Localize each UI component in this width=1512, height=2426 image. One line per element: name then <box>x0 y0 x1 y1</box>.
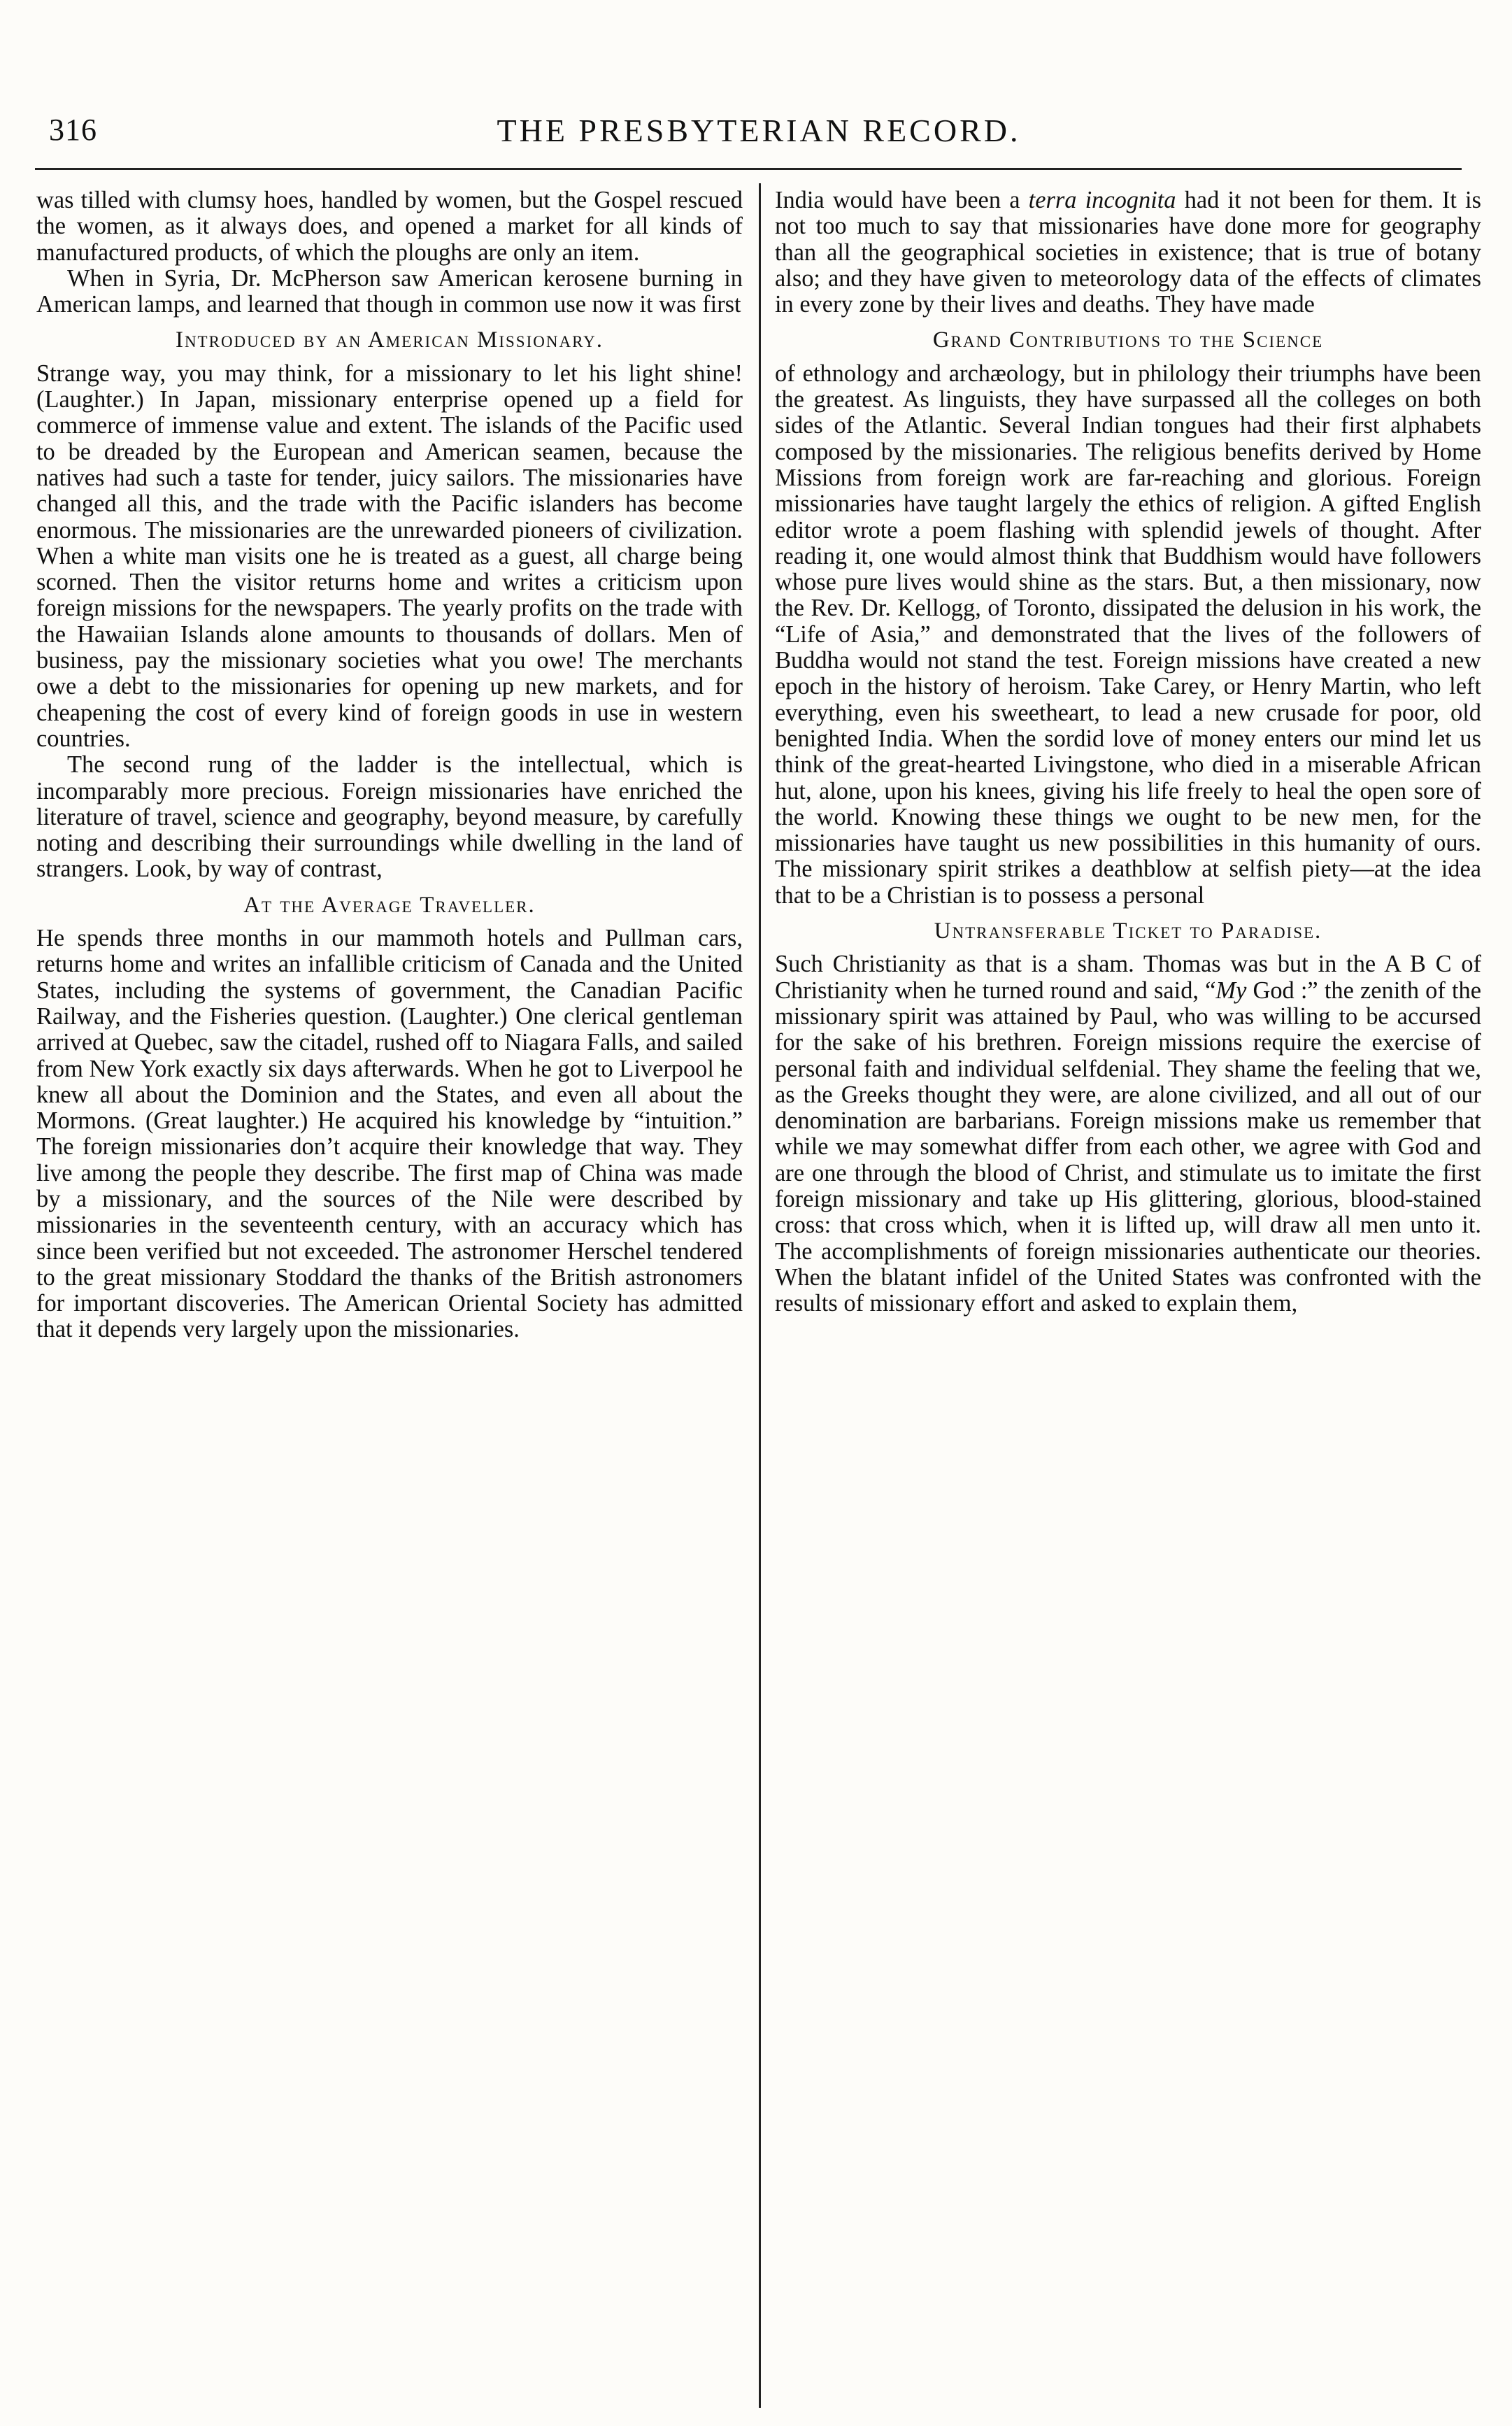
text-run: had it not been for them. It is not too much to say that missionaries have done more for geography than all the geographical societies in existence; that is true of botany also; and they have given to meteorology data of the effects of climates in every zone by their lives and deaths. They have made <box>775 187 1481 318</box>
section-subheading: At the Average Traveller. <box>243 892 536 918</box>
section-subheading: Introduced by an American Missionary. <box>175 327 604 353</box>
italic-text: terra incognita <box>1028 187 1176 213</box>
paragraph: of ethnology and archæology, but in philology their triumphs have been the greatest. As linguists, they have surpassed all the colleges on both sides of the Atlantic. Several Indian tongues had their first alphabets composed by the missionaries. The religious benefits derived by Home Missions from foreign work are far-reaching and glorious. Foreign missionaries have taught largely the ethics of religion. A gifted English editor wrote a poem flashing with splendid jewels of thought. After reading it, one would almost think that Buddhism would have followers whose pure lives would shine as the stars. But, a then missionary, now the Rev. Dr. Kellogg, of Toronto, dissipated the delusion in his work, the “Life of Asia,” and demonstrated that the lives of the followers of Buddha would not stand the test. Foreign missions have created a new epoch in the history of heroism. Take Carey, or Henry Martin, who left everything, even his sweetheart, to lead a new crusade for poor, old benighted India. When the sordid love of money enters our mind let us think of the great-hearted Livingstone, who died in a miserable African hut, alone, upon his knees, giving his life freely to heal the open sore of the world. Knowing these things we ought to be new men, for the missionaries have taught us new possibilities in this humanity of ours. The missionary spirit strikes a deathblow at selfish piety—at the idea that to be a Christian is to possess a personal <box>775 360 1481 909</box>
paragraph: Strange way, you may think, for a missionary to let his light shine! (Laughter.) In Japan, missionary enterprise opened up a field for commerce of immense value and extent. The islands of the Pacific used to be dreaded by the European and American seamen, because the natives had such a taste for tender, juicy sailors. The missionaries have changed all this, and the trade with the Pacific islanders has become enormous. The missionaries are the unrewarded pioneers of civilization. When a white man visits one he is treated as a guest, all charge being scorned. Then the visitor returns home and writes a criticism upon foreign missions for the newspapers. The yearly profits on the trade with the Hawaiian Islands alone amounts to thousands of dollars. Men of business, pay the missionary societies what you owe! The merchants owe a debt to the missionaries for opening up new markets, and for cheapening the cost of every kind of foreign goods in use in western countries. <box>36 360 743 752</box>
paragraph: He spends three months in our mammoth hotels and Pullman cars, returns home and writes an infallible criticism of Canada and the United States, including the systems of government, the Canadian Pacific Railway, and the Fisheries question. (Laughter.) One clerical gentleman arrived at Quebec, saw the citadel, rushed off to Niagara Falls, and sailed from New York exactly six days afterwards. When he got to Liverpool he knew all about the Dominion and the States, and even all about the Mormons. (Great laughter.) He acquired his knowledge by “intuition.” The foreign missionaries don’t acquire their knowledge that way. They live among the people they describe. The first map of China was made by a missionary, and the sources of the Nile were described by missionaries in the seventeenth century, with an accuracy which has since been verified but not exceeded. The astronomer Herschel tendered to the great missionary Stoddard the thanks of the British astronomers for important discoveries. The American Oriental Society has admitted that it depends very largely upon the missionaries. <box>36 925 743 1343</box>
left-column <box>36 187 743 1343</box>
column-divider <box>759 183 761 2408</box>
paragraph <box>775 187 1481 318</box>
paragraph <box>775 951 1481 1317</box>
section-subheading: Untransferable Ticket to Paradise. <box>934 918 1322 944</box>
italic-text: My <box>1215 977 1247 1004</box>
page-number: 316 <box>49 113 97 147</box>
text-run: Such Christianity as that is a sham. Thomas was but in the A B C of Christianity when he turned round and said, “ <box>775 951 1481 1004</box>
right-column <box>775 187 1481 1317</box>
header-rule <box>35 168 1462 170</box>
section-subheading: Grand Contributions to the Science <box>932 327 1324 353</box>
paragraph: When in Syria, Dr. McPherson saw American kerosene burning in American lamps, and learned that though in common use now it was first <box>36 264 743 318</box>
paragraph: was tilled with clumsy hoes, handled by women, but the Gospel rescued the women, as it always does, and opened a market for all kinds of manufactured products, of which the ploughs are only an item. <box>36 187 743 266</box>
paragraph: The second rung of the ladder is the intellectual, which is incomparably more precious. Foreign missionaries have enriched the literature of travel, science and geography, beyond measure, by carefully noting and describing their surroundings while dwelling in the land of strangers. Look, by way of contrast, <box>36 751 743 883</box>
text-run: God :” the zenith of the missionary spirit was attained by Paul, who was willing to be accursed for the sake of his brethren. Foreign missions require the exercise of personal faith and individual selfdenial. They shame the feeling that we, as the Greeks thought they were, are alone civilized, and all out of our denomination are barbarians. Foreign missions make us remember that while we may somewhat differ from each other, we agree with God and are one through the blood of Christ, and stimulate us to imitate the first foreign missionary and take up His glittering, glorious, blood-stained cross: that cross which, when it is lifted up, will draw all men unto it. The accomplishments of foreign missionaries authenticate our theories. When the blatant infidel of the United States was confronted with the results of missionary effort and asked to explain them, <box>775 977 1481 1317</box>
page-header <box>49 112 1469 161</box>
running-title: THE PRESBYTERIAN RECORD. <box>497 113 1021 148</box>
text-run: India would have been a <box>775 187 1029 213</box>
